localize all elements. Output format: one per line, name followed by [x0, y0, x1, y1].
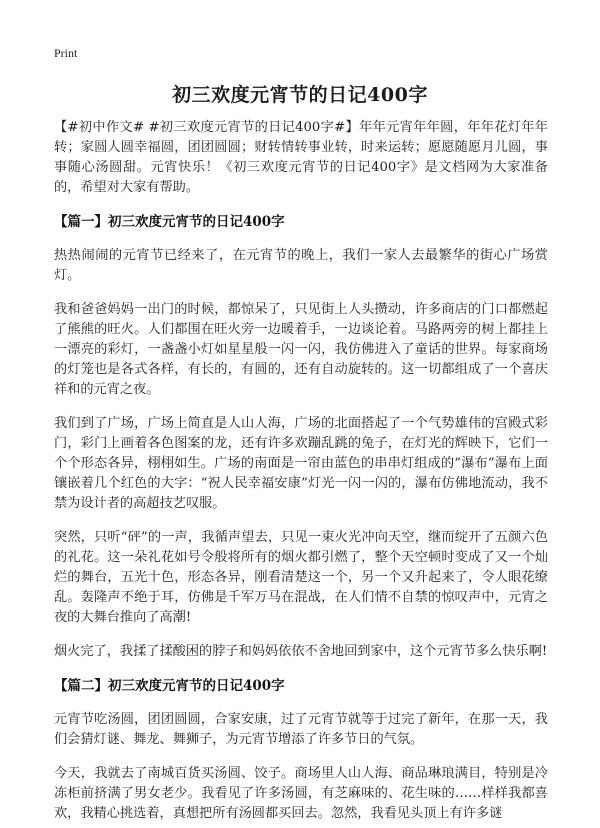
intro-paragraph: 【#初中作文# #初三欢度元宵节的日记400字#】年年元宵年年圆，年年花灯年年转；家圆人圆幸福圆，团团圆圆；财转情转事业转，时来运转；愿愿随愿月儿圆，事事随心汤圆甜。元宵快乐！《初三欢度元宵节的日记400字》是文档网为大家准备的，希望对大家有帮助。	[54, 120, 548, 195]
paragraph: 我们到了广场，广场上简直是人山人海，广场的北面搭起了一个气势雄伟的宫殿式彩门，彩门上画着各色图案的龙，还有许多欢蹦乱跳的兔子，在灯光的辉映下，它们一个个形态各异，栩栩如生。广场的南面是一帘由蓝色的串串灯组成的“瀑布”瀑布上面镶嵌着几个红色的大字：“祝人民幸福安康”灯光一闪一闪的，瀑布仿佛地流动，我不禁为设计者的高超技艺叹服。	[54, 416, 548, 511]
article-body	[54, 118, 548, 828]
paragraph: 烟火完了，我揉了揉酸困的脖子和妈妈依依不舍地回到家中，这个元宵节多么快乐啊!	[54, 644, 548, 659]
page-title: 初三欢度元宵节的日记400字	[172, 84, 428, 106]
paragraph: 元宵节吃汤圆，团团圆圆，合家安康，过了元宵节就等于过完了新年，在那一天，我们会猜灯谜、舞龙、舞狮子，为元宵节增添了许多节日的气氛。	[54, 712, 548, 747]
paragraph: 突然，只听“砰”的一声，我循声望去，只见一束火光冲向天空，继而绽开了五颜六色的礼花。这一朵礼花如号令般将所有的烟火都引燃了，整个天空顿时变成了又一个灿烂的舞台，五光十色，形态各异，刚看清楚这一个，另一个又升起来了，令人眼花缭乱。轰隆声不绝于耳，仿佛是千军万马在混战，在人们情不自禁的惊叹声中，元宵之夜的大舞台推向了高潮!	[54, 530, 548, 625]
paragraph: 热热闹闹的元宵节已经来了，在元宵节的晚上，我们一家人去最繁华的街心广场赏灯。	[54, 248, 548, 283]
paragraph: 今天，我就去了南城百货买汤圆、饺子。商场里人山人海、商品琳琅满目，特别是冷冻柜前挤满了男女老少。我看见了许多汤圆，有芝麻味的、花生味的……样样我都喜欢，我精心挑选着，真想把所有汤圆都买回去。忽然，我看见头顶上有许多谜	[54, 766, 548, 821]
paragraph: 我和爸爸妈妈一出门的时候，都惊呆了，只见街上人头攒动，许多商店的门口都燃起了熊熊的旺火。人们都围在旺火旁一边暖着手，一边谈论着。马路两旁的树上都挂上一漂亮的彩灯，一盏盏小灯如星星般一闪一闪，我仿佛进入了童话的世界。每家商场的灯笼也是各式各样，有长的，有圆的，还有自动旋转的。这一切都组成了一个喜庆祥和的元宵之夜。	[54, 302, 548, 397]
section-heading-2: 【篇二】初三欢度元宵节的日记400字	[54, 678, 285, 694]
section-heading-1: 【篇一】初三欢度元宵节的日记400字	[54, 214, 285, 230]
print-link[interactable]: Print	[54, 46, 78, 60]
